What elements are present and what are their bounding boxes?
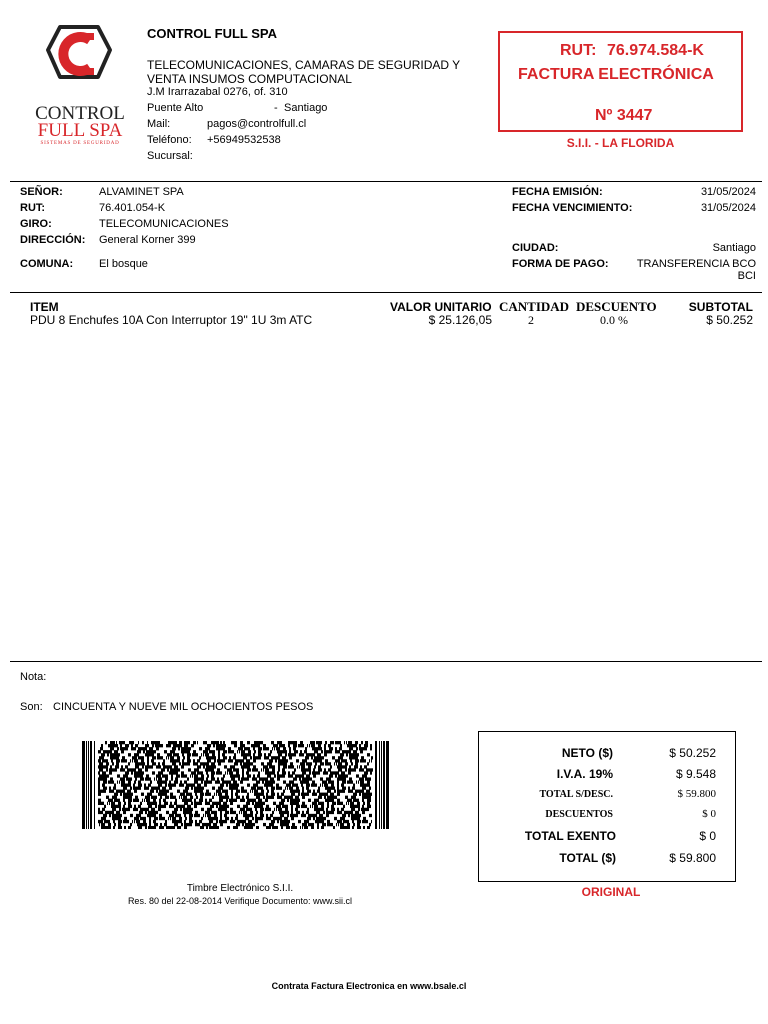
descuentos-value: $ 0 — [702, 808, 716, 820]
company-logo — [30, 24, 130, 148]
issuer-name: CONTROL FULL SPA — [147, 26, 277, 41]
document-rut-label: RUT: — [560, 42, 597, 59]
document-rut: 76.974.584-K — [607, 42, 704, 59]
logo-text-control: CONTROL — [35, 103, 125, 124]
client-senor-label: SEÑOR: — [20, 186, 63, 198]
issuer-mail-label: Mail: — [147, 118, 171, 130]
iva-label: I.V.A. 19% — [556, 767, 613, 781]
row-cantidad: 2 — [528, 313, 534, 327]
logo-text-fullspa: FULL SPA — [37, 120, 123, 141]
document-number: Nº 3447 — [595, 107, 653, 124]
descuentos-label: DESCUENTOS — [545, 809, 613, 820]
total-sdesc-value: $ 59.800 — [677, 788, 716, 800]
header-subtotal: SUBTOTAL — [688, 300, 753, 314]
header-descuento: DESCUENTO — [576, 299, 657, 314]
iva-value: $ 9.548 — [675, 767, 716, 781]
neto-label: NETO ($) — [561, 746, 613, 760]
client-direccion: General Korner 399 — [99, 234, 196, 246]
son-label: Son: — [20, 701, 43, 713]
forma-pago-label: FORMA DE PAGO: — [512, 258, 609, 270]
issuer-address: J.M Irarrazabal 0276, of. 310 — [147, 86, 288, 98]
fecha-emision-label: FECHA EMISIÓN: — [512, 186, 603, 198]
header-valor-unitario: VALOR UNITARIO — [390, 300, 492, 314]
row-item: PDU 8 Enchufes 10A Con Interruptor 19" 1U 3m ATC — [30, 313, 313, 327]
divider-items-top — [10, 292, 762, 293]
issuer-phone: +56949532538 — [207, 134, 281, 146]
document-type: FACTURA ELECTRÓNICA — [518, 66, 714, 83]
fecha-emision: 31/05/2024 — [700, 186, 756, 198]
client-comuna-label: COMUNA: — [20, 258, 74, 270]
total-sdesc-label: TOTAL S/DESC. — [539, 789, 613, 800]
issuer-mail: pagos@controlfull.cl — [207, 118, 307, 130]
total-value: $ 59.800 — [669, 851, 716, 865]
footer-text: Contrata Factura Electronica en www.bsale.cl — [271, 981, 467, 991]
client-giro: TELECOMUNICACIONES — [99, 218, 229, 230]
document-sii-office: S.I.I. - LA FLORIDA — [566, 136, 675, 150]
nota-label: Nota: — [20, 671, 47, 683]
issuer-phone-label: Teléfono: — [147, 134, 192, 146]
timbre-barcode — [82, 741, 389, 829]
neto-value: $ 50.252 — [669, 746, 716, 760]
ciudad-label: CIUDAD: — [512, 242, 559, 254]
divider-client-top — [10, 181, 762, 182]
total-exento-label: TOTAL EXENTO — [524, 829, 616, 843]
row-subtotal: $ 50.252 — [706, 313, 753, 327]
client-rut-label: RUT: — [20, 202, 46, 214]
issuer-separator: - — [274, 102, 278, 114]
fecha-vencimiento: 31/05/2024 — [700, 202, 756, 214]
forma-pago-line2: BCI — [737, 270, 756, 282]
copy-label: ORIGINAL — [581, 885, 641, 899]
client-comuna: El bosque — [99, 258, 148, 270]
client-senor: ALVAMINET SPA — [99, 186, 184, 198]
client-direccion-label: DIRECCIÓN: — [20, 234, 86, 246]
stamp-line2: Res. 80 del 22-08-2014 Verifique Documento: www.sii.cl — [127, 896, 353, 906]
issuer-city: Santiago — [284, 102, 328, 114]
forma-pago-line1: TRANSFERENCIA BCO — [636, 258, 756, 270]
header-item: ITEM — [30, 300, 59, 314]
issuer-business-line1: TELECOMUNICACIONES, CAMARAS DE SEGURIDAD Y — [147, 58, 461, 72]
divider-notes-top — [10, 661, 762, 662]
logo-tagline: SISTEMAS DE SEGURIDAD — [40, 141, 120, 146]
stamp-line1: Timbre Electrónico S.I.I. — [186, 883, 294, 894]
issuer-commune: Puente Alto — [147, 102, 204, 114]
fecha-vencimiento-label: FECHA VENCIMIENTO: — [512, 202, 633, 214]
client-giro-label: GIRO: — [20, 218, 52, 230]
total-label: TOTAL ($) — [559, 851, 616, 865]
issuer-branch-label: Sucursal: — [147, 150, 193, 162]
row-valor-unitario: $ 25.126,05 — [428, 313, 492, 327]
row-descuento: 0.0 % — [600, 313, 628, 327]
issuer-business-line2: VENTA INSUMOS COMPUTACIONAL — [147, 72, 352, 86]
ciudad: Santiago — [712, 242, 756, 254]
son-text: CINCUENTA Y NUEVE MIL OCHOCIENTOS PESOS — [53, 701, 314, 713]
header-cantidad: CANTIDAD — [499, 299, 570, 314]
client-rut: 76.401.054-K — [99, 202, 166, 214]
total-exento-value: $ 0 — [699, 829, 716, 843]
